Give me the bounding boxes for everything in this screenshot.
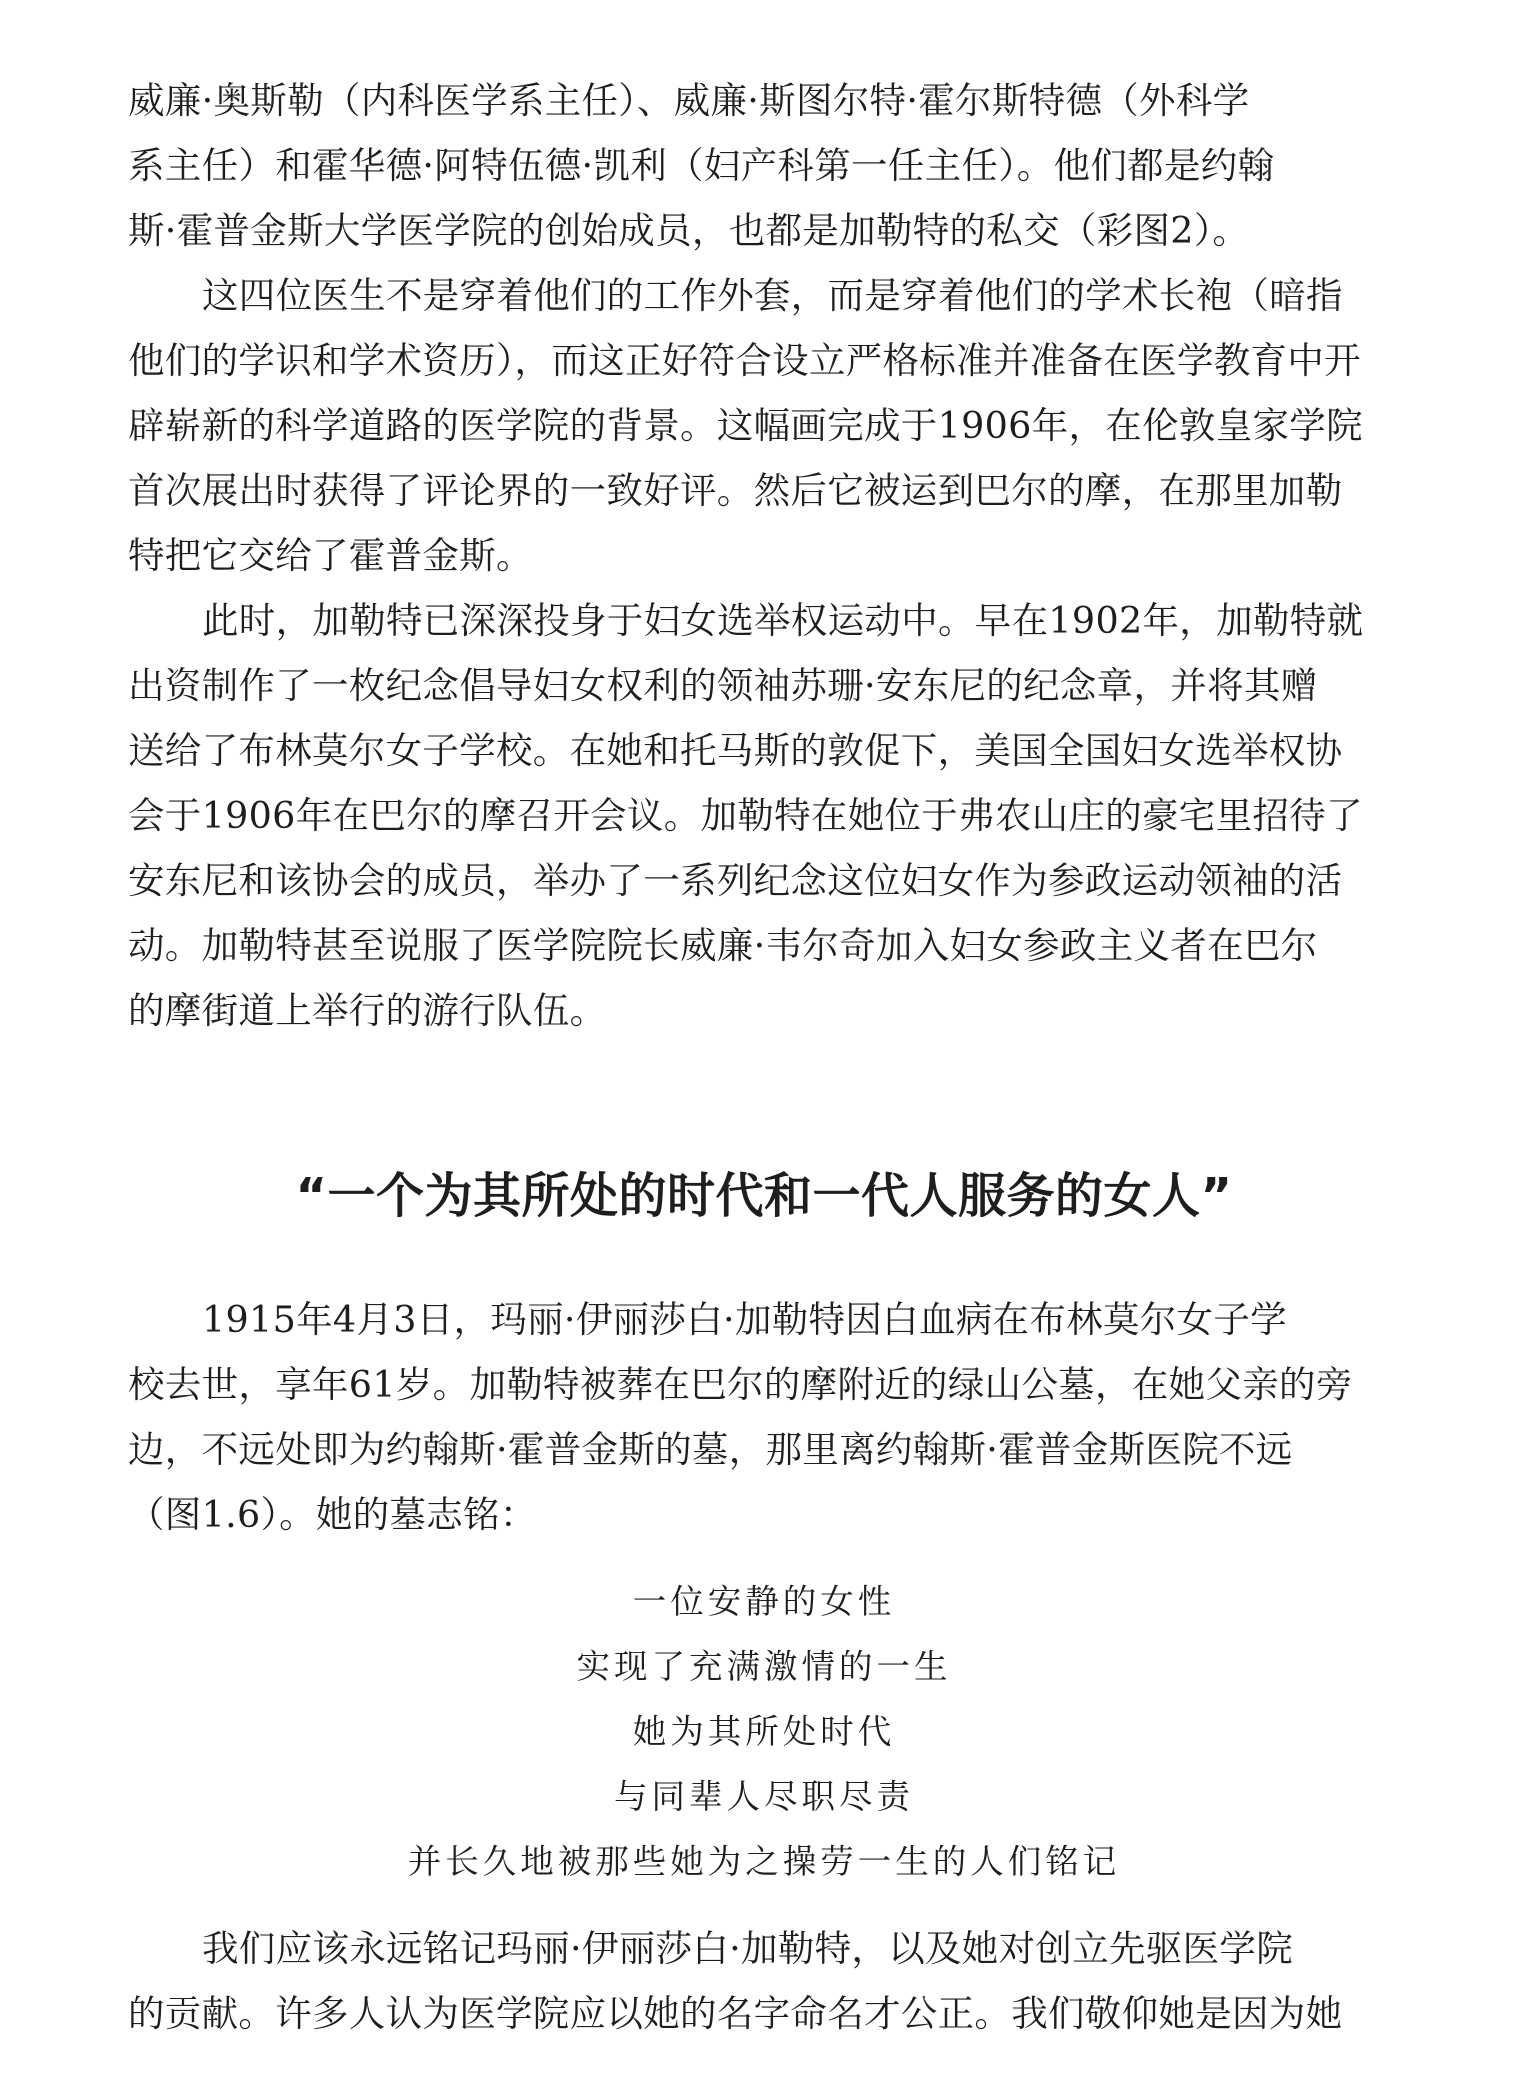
paragraph-remembrance <box>128 1916 1400 2046</box>
text-line: 的摩街道上举行的游行队伍。 <box>128 989 607 1032</box>
book-page <box>128 68 1400 2046</box>
text-line: 边，不远处即为约翰斯·霍普金斯的墓，那里离约翰斯·霍普金斯医院不远 <box>128 1428 1293 1471</box>
text-line: 我们应该永远铭记玛丽·伊丽莎白·加勒特，以及她对创立先驱医学院 <box>202 1927 1294 1970</box>
text-line: 斯·霍普金斯大学医学院的创始成员，也都是加勒特的私交（彩图2）。 <box>128 209 1250 252</box>
text-line: 出资制作了一枚纪念倡导妇女权利的领袖苏珊·安东尼的纪念章，并将其赠 <box>128 664 1318 707</box>
text-line: 他们的学识和学术资历），而这正好符合设立严格标准并准备在医学教育中开 <box>128 339 1361 382</box>
epitaph-line: 一位安静的女性 <box>632 1582 896 1621</box>
text-line: 的贡献。许多人认为医学院应以她的名字命名才公正。我们敬仰她是因为她 <box>128 1992 1343 2035</box>
text-line: 首次展出时获得了评论界的一致好评。然后它被运到巴尔的摩，在那里加勒 <box>128 469 1343 512</box>
text-line: 特把它交给了霍普金斯。 <box>128 534 533 577</box>
text-line: 威廉·奥斯勒（内科医学系主任）、威廉·斯图尔特·霍尔斯特德（外科学 <box>128 79 1250 122</box>
text-line: 系主任）和霍华德·阿特伍德·凯利（妇产科第一任主任）。他们都是约翰 <box>128 144 1275 187</box>
text-line: （图1.6）。她的墓志铭： <box>128 1493 537 1536</box>
paragraph-death <box>128 1287 1400 1547</box>
text-line: 1915年4月3日，玛丽·伊丽莎白·加勒特因白血病在布林莫尔女子学 <box>202 1298 1287 1341</box>
text-line: 辟崭新的科学道路的医学院的背景。这幅画完成于1906年，在伦敦皇家学院 <box>128 404 1363 447</box>
paragraph-painting <box>128 263 1400 588</box>
epitaph-line: 实现了充满激情的一生 <box>576 1647 952 1686</box>
epitaph-line: 与同辈人尽职尽责 <box>614 1777 914 1816</box>
epitaph-line: 并长久地被那些她为之操劳一生的人们铭记 <box>407 1842 1121 1881</box>
epitaph-block <box>128 1569 1400 1894</box>
paragraph-founders <box>128 68 1400 263</box>
text-line: 会于1906年在巴尔的摩召开会议。加勒特在她位于弗农山庄的豪宅里招待了 <box>128 794 1363 837</box>
section-heading: “一个为其所处的时代和一代人服务的女人” <box>295 1168 1233 1224</box>
paragraph-suffrage <box>128 588 1400 1043</box>
text-line: 校去世，享年61岁。加勒特被葬在巴尔的摩附近的绿山公墓，在她父亲的旁 <box>128 1363 1353 1406</box>
text-line: 动。加勒特甚至说服了医学院院长威廉·韦尔奇加入妇女参政主义者在巴尔 <box>128 924 1318 967</box>
text-line: 安东尼和该协会的成员，举办了一系列纪念这位妇女作为参政运动领袖的活 <box>128 859 1343 902</box>
text-line: 送给了布林莫尔女子学校。在她和托马斯的敦促下，美国全国妇女选举权协 <box>128 729 1343 772</box>
text-line: 这四位医生不是穿着他们的工作外套，而是穿着他们的学术长袍（暗指 <box>202 274 1343 317</box>
text-line: 此时，加勒特已深深投身于妇女选举权运动中。早在1902年，加勒特就 <box>202 599 1364 642</box>
epitaph-line: 她为其所处时代 <box>632 1712 896 1751</box>
